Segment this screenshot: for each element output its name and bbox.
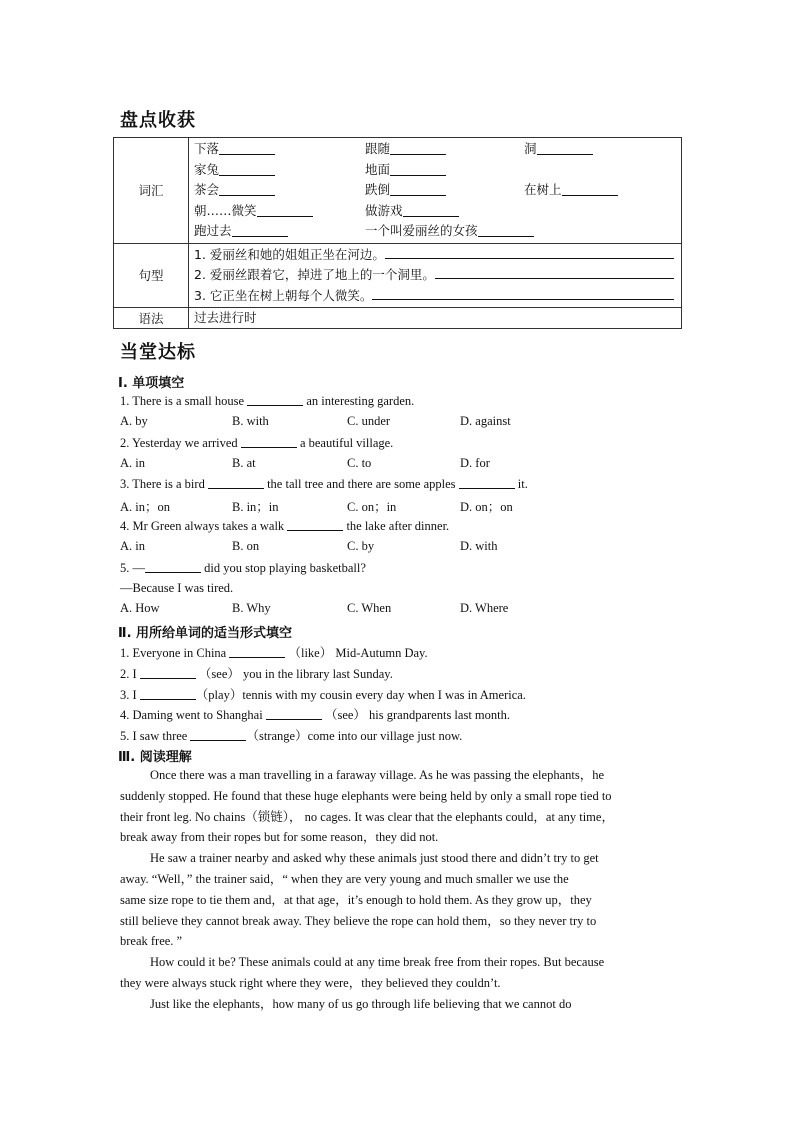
answer-blank[interactable] — [247, 393, 303, 406]
vocab-word: 洞 — [524, 141, 537, 156]
passage-line: same size rope to tie them and，at that age，it’s enough to hold them. As they grow up，they — [120, 892, 592, 907]
reading-passage — [120, 765, 676, 1015]
option[interactable]: B. in；in — [232, 500, 279, 514]
sentence-label: 句型 — [114, 243, 189, 308]
summary-table — [113, 137, 682, 329]
answer-blank[interactable] — [390, 162, 446, 176]
grammar-text: 过去进行时 — [194, 310, 257, 325]
vocab-cell — [189, 138, 682, 244]
option[interactable]: C. When — [347, 601, 392, 615]
answer-blank[interactable] — [459, 476, 515, 489]
fill-item-3: 3. I （play）tennis with my cousin every day when I was in America. — [120, 688, 526, 702]
fill-item-4: 4. Daming went to Shanghai （see） his grandparents last month. — [120, 708, 510, 722]
question-3: 3. There is a bird the tall tree and there are some apples it. — [120, 477, 528, 491]
answer-blank[interactable] — [232, 223, 288, 237]
answer-blank[interactable] — [208, 476, 264, 489]
answer-blank[interactable] — [145, 560, 201, 573]
vocab-word: 跌倒 — [365, 182, 391, 197]
section-2-title: Ⅱ. 用所给单词的适当形式填空 — [118, 626, 293, 641]
answer-blank[interactable] — [257, 203, 313, 217]
answer-blank[interactable] — [562, 182, 618, 196]
vocab-word: 朝……微笑 — [194, 202, 257, 218]
vocab-word: 一个叫爱丽丝的女孩 — [365, 223, 478, 238]
passage-line: break away from their ropes but for some reason，they did not. — [120, 830, 439, 845]
option[interactable]: B. on — [232, 539, 260, 553]
vocab-word: 做游戏 — [365, 202, 403, 218]
vocab-row — [114, 138, 682, 244]
vocab-word: 茶会 — [194, 182, 220, 197]
answer-blank[interactable] — [435, 265, 674, 279]
grammar-label: 语法 — [114, 308, 189, 329]
fill-item-1: 1. Everyone in China （like） Mid-Autumn Day. — [120, 646, 428, 660]
question-5-answer-line: —Because I was tired. — [120, 581, 234, 595]
section-1-title: Ⅰ. 单项填空 — [118, 376, 185, 391]
passage-line: He saw a trainer nearby and asked why these animals just stood there and didn’t try to get — [150, 851, 599, 866]
answer-blank[interactable] — [190, 728, 246, 741]
option[interactable]: B. at — [232, 456, 256, 470]
question-1: 1. There is a small house an interesting garden. — [120, 394, 415, 408]
grammar-row — [114, 308, 682, 329]
passage-line: Once there was a man travelling in a faraway village. As he was passing the elephants，he — [150, 768, 605, 782]
option[interactable]: B. Why — [232, 601, 271, 615]
answer-blank[interactable] — [219, 182, 275, 196]
option[interactable]: A. in — [120, 539, 145, 553]
answer-blank[interactable] — [372, 286, 674, 300]
vocab-word: 下落 — [194, 141, 220, 156]
passage-line: still believe they cannot break away. They believe the rope can hold them，so they never try to — [120, 913, 597, 928]
question-2: 2. Yesterday we arrived a beautiful village. — [120, 436, 394, 450]
vocab-label: 词汇 — [114, 138, 189, 244]
option[interactable]: C. under — [347, 414, 391, 428]
option[interactable]: A. in — [120, 456, 145, 470]
fill-item-2: 2. I （see） you in the library last Sunday. — [120, 667, 393, 681]
sentence-cell — [189, 243, 682, 308]
answer-blank[interactable] — [478, 223, 534, 237]
option[interactable]: D. against — [460, 414, 511, 428]
option[interactable]: D. Where — [460, 601, 509, 615]
option[interactable]: D. on；on — [460, 500, 513, 514]
passage-line: Just like the elephants，how many of us go through life believing that we cannot do — [150, 996, 572, 1011]
passage-line: suddenly stopped. He found that these huge elephants were being held by only a small rope tied to — [120, 788, 612, 803]
option[interactable]: A. by — [120, 414, 148, 428]
option[interactable]: A. How — [120, 601, 160, 615]
vocab-word: 家兔 — [194, 161, 220, 177]
sentence-row — [114, 243, 682, 308]
option[interactable]: D. with — [460, 539, 498, 553]
option[interactable]: C. on；in — [347, 500, 397, 514]
answer-blank[interactable] — [403, 203, 459, 217]
question-5: 5. — did you stop playing basketball? — [120, 561, 366, 575]
vocab-word: 跟随 — [365, 141, 391, 156]
option[interactable]: D. for — [460, 456, 490, 470]
question-4: 4. Mr Green always takes a walk the lake after dinner. — [120, 519, 450, 533]
answer-blank[interactable] — [219, 162, 275, 176]
passage-line: away. “Well，” the trainer said，“ when they are very young and much smaller we use the — [120, 871, 569, 886]
option[interactable]: C. to — [347, 456, 372, 470]
answer-blank[interactable] — [219, 141, 275, 155]
section-3-title: Ⅲ. 阅读理解 — [118, 750, 192, 765]
sentence-item: 3. 它正坐在树上朝每个人微笑。 — [194, 287, 373, 303]
grammar-cell — [189, 308, 682, 329]
answer-blank[interactable] — [287, 518, 343, 531]
vocab-word: 地面 — [365, 161, 391, 177]
vocab-word: 在树上 — [524, 182, 562, 197]
answer-blank[interactable] — [229, 645, 285, 658]
answer-blank[interactable] — [266, 707, 322, 720]
answer-blank[interactable] — [140, 687, 196, 700]
sentence-item: 1. 爱丽丝和她的姐姐正坐在河边。 — [194, 246, 385, 262]
summary-title: 盘点收获 — [120, 110, 196, 131]
answer-blank[interactable] — [390, 182, 446, 196]
passage-line: break free. ” — [120, 934, 183, 949]
fill-item-5: 5. I saw three （strange）come into our village just now. — [120, 729, 463, 743]
passage-line: they were always stuck right where they were，they believed they couldn’t. — [120, 975, 501, 990]
passage-line: How could it be? These animals could at any time break free from their ropes. But because — [150, 955, 605, 970]
passage-line: their front leg. No chains（锁链）， no cages. It was clear that the elephants could，at any time， — [120, 809, 614, 824]
sentence-item: 2. 爱丽丝跟着它，掉进了地上的一个洞里。 — [194, 267, 435, 282]
answer-blank[interactable] — [241, 435, 297, 448]
answer-blank[interactable] — [385, 245, 674, 259]
answer-blank[interactable] — [390, 141, 446, 155]
option[interactable]: B. with — [232, 414, 269, 428]
answer-blank[interactable] — [140, 666, 196, 679]
option[interactable]: C. by — [347, 539, 375, 553]
option[interactable]: A. in；on — [120, 500, 171, 514]
answer-blank[interactable] — [537, 141, 593, 155]
vocab-word: 跑过去 — [194, 223, 232, 238]
practice-title: 当堂达标 — [120, 342, 196, 363]
